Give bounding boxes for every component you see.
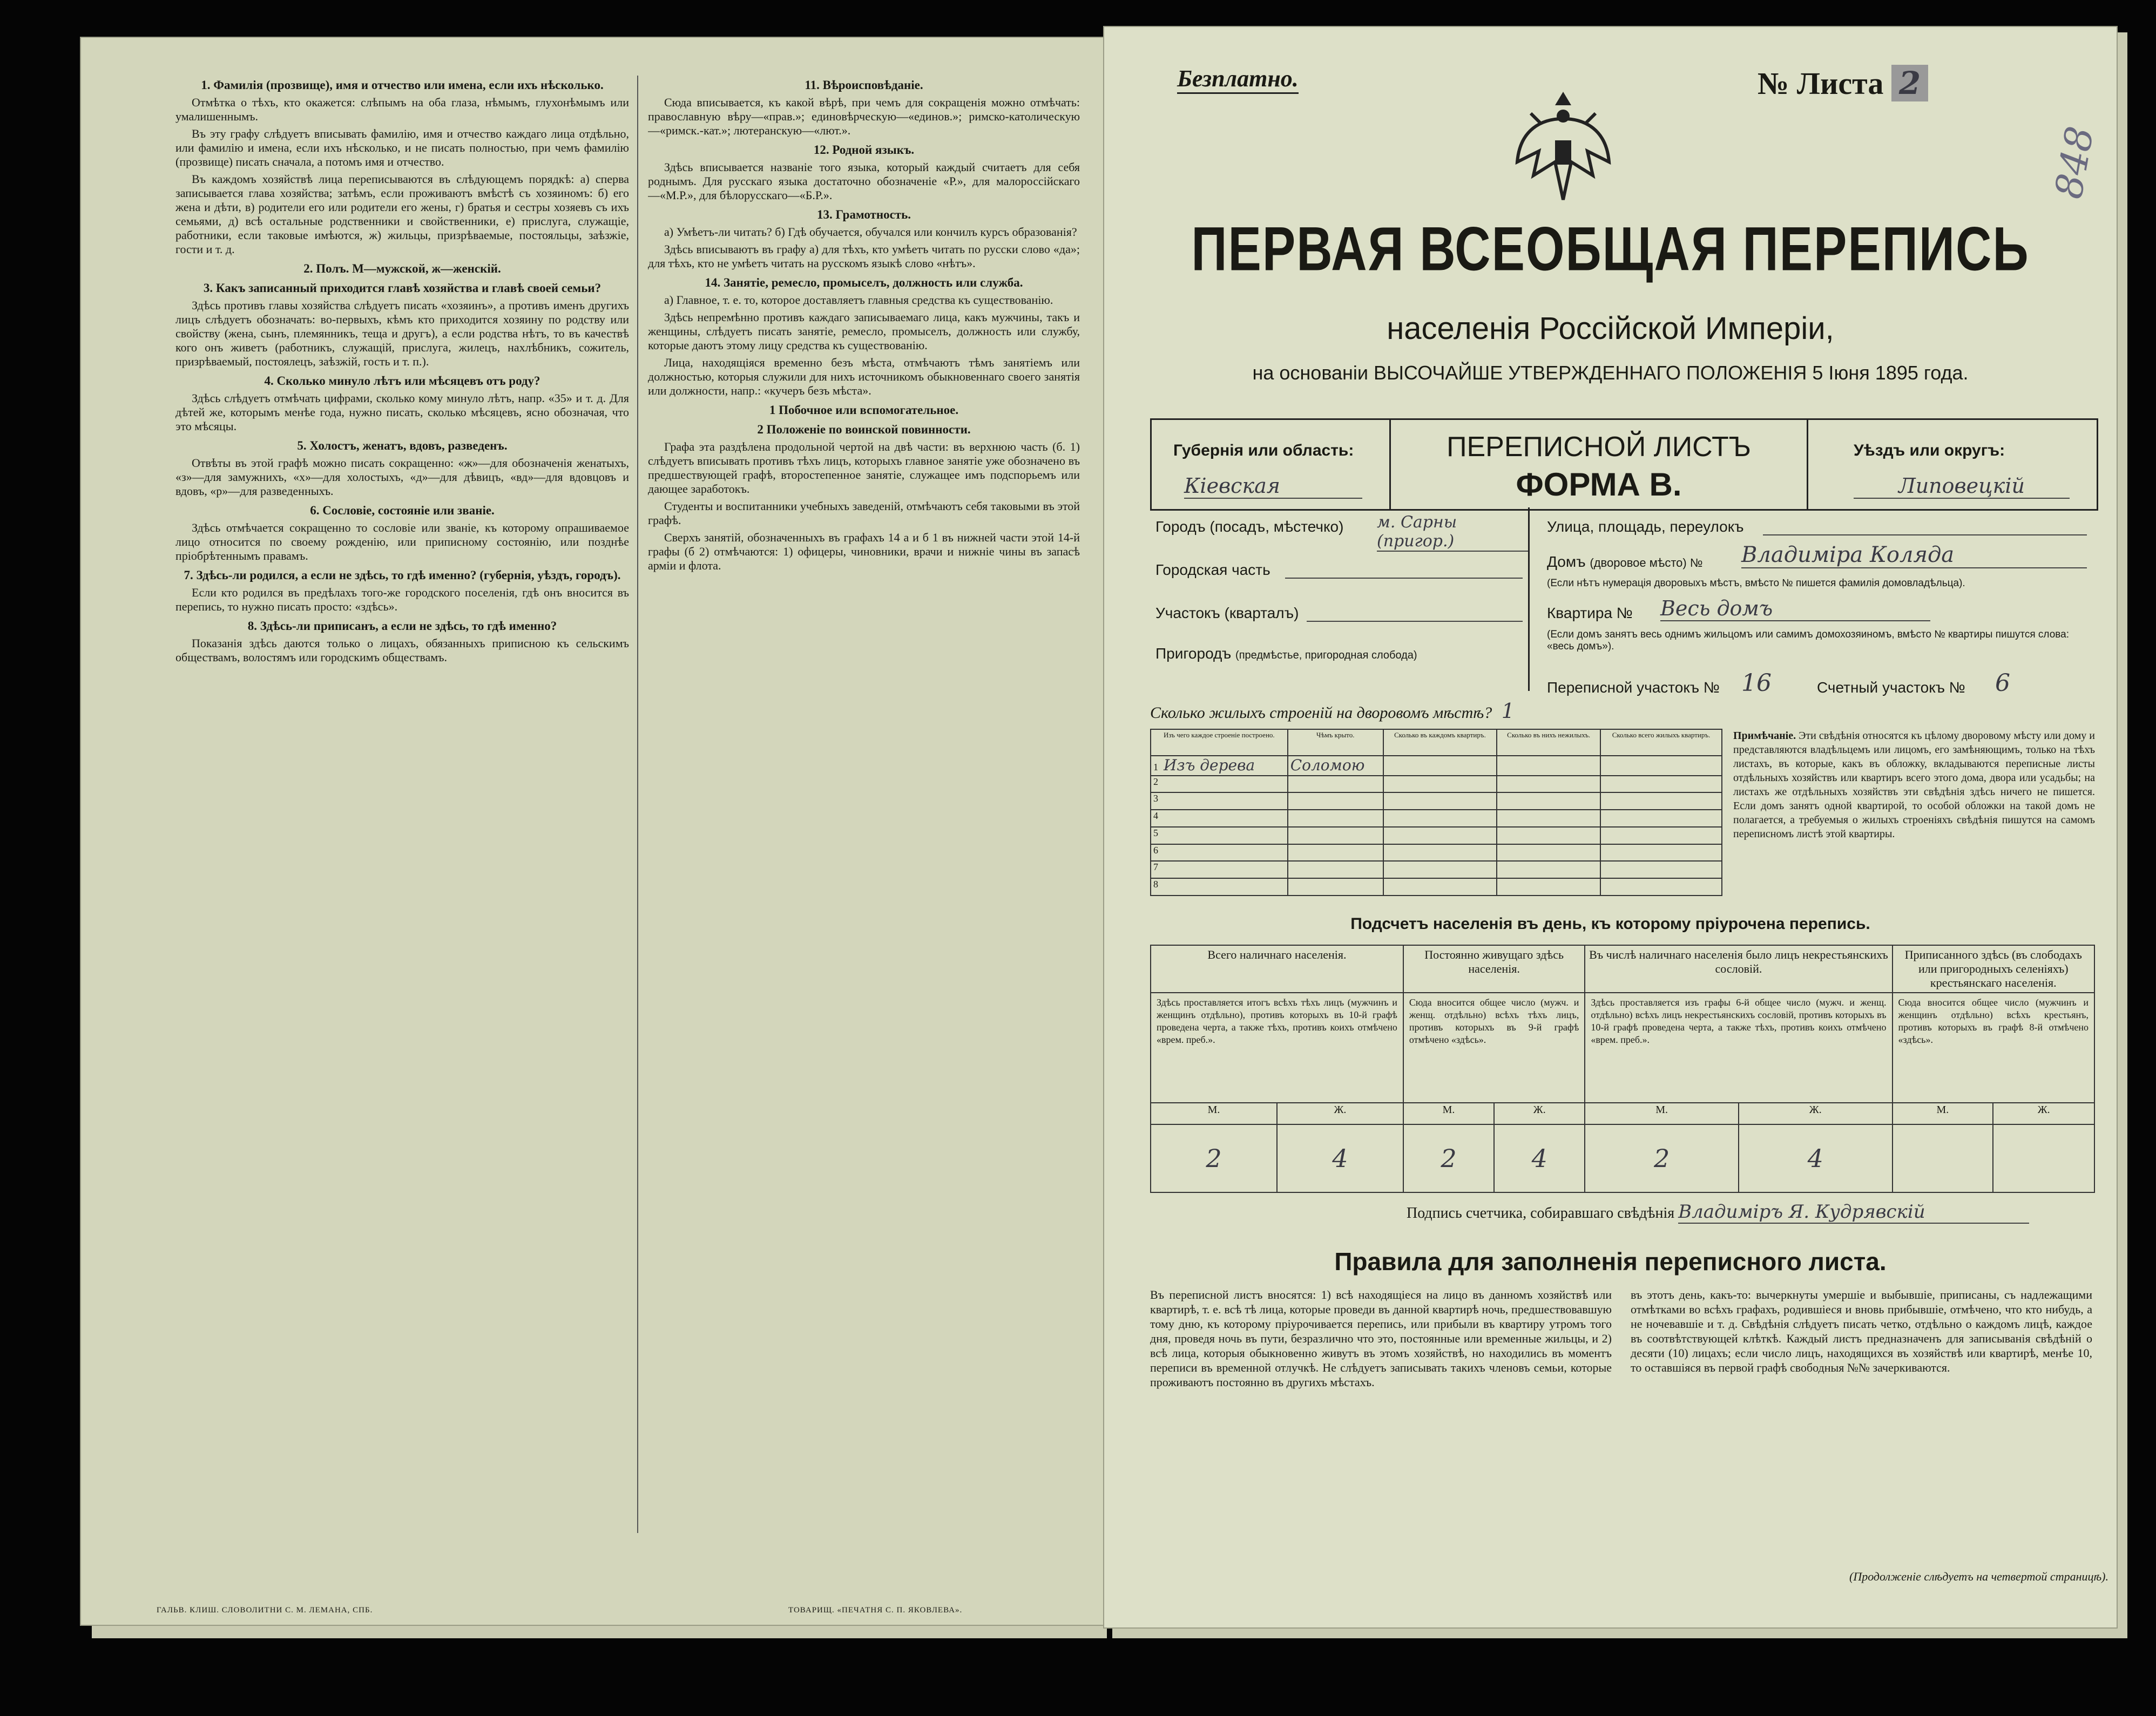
schet-label: Счетный участокъ №	[1817, 679, 1965, 696]
section-heading: 6. Сословіе, состояніе или званіе.	[310, 504, 495, 517]
buildings-cell	[1497, 827, 1600, 844]
dom-text: Домъ	[1547, 553, 1586, 570]
buildings-header-cell: Сколько въ каждомъ квартиръ.	[1383, 729, 1497, 756]
row-number: 3	[1153, 793, 1158, 804]
row-number: 1	[1153, 761, 1158, 772]
sheet-number-label	[1758, 65, 1928, 101]
buildings-cell	[1383, 861, 1497, 878]
sheet-label: № Листа	[1758, 66, 1884, 101]
buildings-cell	[1497, 878, 1600, 896]
sex-header-cell: Ж.	[1739, 1103, 1893, 1124]
uchastok-line	[1307, 621, 1523, 622]
section-paragraph: Здѣсь непремѣнно противъ каждаго записываемаго лица, какъ мужчины, такъ и женщины, слѣдуетъ писать занятіе, ремесло, промыселъ, должность или службу, которые даютъ этому лицу средства къ существованію.	[648, 310, 1080, 352]
count-value-cell: 4	[1494, 1124, 1585, 1192]
section-paragraph: Сюда вписывается, къ какой вѣрѣ, при чемъ для сокращенія можно отмѣчать: православную вѣру—«прав.»; единовѣрческую—«единов.»; римско-католическую—«римск.-кат.»; лютеранскую—«лют.».	[648, 96, 1080, 137]
section-paragraph: Въ эту графу слѣдуетъ вписывать фамилію, имя и отчество каждаго лица отдѣльно, или фамилію и имена, если ихъ нѣсколько, и не писать полностью, при чемъ фамилію (прозвище) писать сначала, а потомъ имя и отчество.	[175, 127, 629, 168]
sex-header-cell: М.	[1403, 1103, 1494, 1124]
gubernia-label: Губернія или область:	[1173, 442, 1354, 459]
census-title: ПЕРВАЯ ВСЕОБЩАЯ ПЕРЕПИСЬ	[1191, 215, 2030, 284]
buildings-header-cell: Чѣмъ крыто.	[1288, 729, 1383, 756]
count-description-cell: Здѣсь проставляется изъ графы 6-й общее число (мужч. и женщ. отдѣльно) всѣхъ лицъ некрестьянскихъ сословій, противъ которыхъ въ 10-й графѣ проведена черта, а также тѣхъ, противъ коихъ отмѣчено «врем. преб.».	[1585, 993, 1892, 1103]
section-paragraph: а) Главное, т. е. то, которое доставляетъ главныя средства къ существованію.	[664, 293, 1053, 307]
sex-header-cell: М.	[1893, 1103, 1993, 1124]
buildings-note	[1733, 729, 2095, 841]
buildings-header-cell: Изъ чего каждое строеніе построено.	[1151, 729, 1288, 756]
section-heading: 14. Занятіе, ремесло, промыселъ, должность или служба.	[705, 276, 1023, 289]
section-paragraph: Здѣсь противъ главы хозяйства слѣдуетъ писать «хозяинъ», а противъ именъ другихъ лицъ слѣдуетъ обозначать: во-первыхъ, кѣмъ кто приходится хозяину по родству или свойству (жена, сынъ, племянникъ, теща и другъ), а если родства нѣтъ, то въ качествѣ кого онъ живетъ (работникъ, служащій, прислуга, жилецъ, нахлѣбникъ, сожитель, призрѣваемый, постоялецъ, заѣзжій, гость и т. п.).	[175, 299, 629, 368]
prigorod-label	[1155, 645, 1417, 662]
buildings-cell	[1288, 878, 1383, 896]
row-number: 8	[1153, 879, 1158, 890]
count-value-cell: 2	[1151, 1124, 1277, 1192]
section-heading: 1 Побочное или вспомогательное.	[769, 403, 959, 417]
count-value-cell: 2	[1585, 1124, 1739, 1192]
buildings-material-cell	[1151, 810, 1288, 827]
count-value-cell: 4	[1739, 1124, 1893, 1192]
section-heading: 13. Грамотность.	[816, 208, 911, 221]
count-header-cell: Въ числѣ наличнаго населенія было лицъ некрестьянскихъ сословій.	[1585, 945, 1892, 993]
buildings-cell	[1288, 756, 1383, 776]
section-heading: 4. Сколько минуло лѣтъ или мѣсяцевъ отъ роду?	[264, 374, 540, 388]
buildings-material-cell	[1151, 861, 1288, 878]
section-paragraph: а) Умѣетъ-ли читать? б) Гдѣ обучается, обучался или кончилъ курсъ образованія?	[664, 225, 1077, 239]
buildings-header-cell: Сколько всего жилыхъ квартиръ.	[1600, 729, 1722, 756]
address-right	[1536, 507, 2098, 723]
free-label: Безплатно.	[1177, 65, 1299, 94]
instructions-column-1	[175, 73, 629, 1530]
section-paragraph: Лица, находящіяся временно безъ мѣста, отмѣчаютъ тѣмъ занятіемъ или должностью, которыя служили для нихъ источникомъ обыкновеннаго своего занятія или должности, напр.: «кучеръ безъ мѣста».	[648, 356, 1080, 397]
vertical-rule	[637, 76, 638, 1533]
sex-header-cell: Ж.	[1277, 1103, 1403, 1124]
section-heading: 3. Какъ записанный приходится главѣ хозяйства и главѣ своей семьи?	[203, 281, 601, 295]
row-number: 4	[1153, 810, 1158, 822]
section-paragraph: Сверхъ занятій, обозначенныхъ въ графахъ 14 а и б 1 въ нижней части этой 14-й графы (б 2) отмѣчаются: 1) офицеры, чиновники, врачи и нижніе чины въ запасѣ арміи и флота.	[648, 531, 1080, 572]
buildings-cell	[1600, 792, 1722, 810]
form-label: ФОРМА В.	[1516, 466, 1682, 503]
buildings-header-cell: Сколько въ нихъ нежилыхъ.	[1497, 729, 1600, 756]
count-description-cell: Сюда вносится общее число (мужч. и женщ. отдѣльно) всѣхъ тѣхъ лицъ, противъ которыхъ въ 9-й графѣ отмѣчено «здѣсь».	[1403, 993, 1585, 1103]
count-table	[1150, 945, 2095, 1193]
buildings-cell	[1383, 756, 1497, 776]
list-title-box	[1389, 420, 1808, 509]
kv-label: Квартира №	[1547, 605, 1633, 621]
prigorod-note: (предмѣстье, пригородная слобода)	[1235, 649, 1417, 661]
schet-value: 6	[1995, 669, 2010, 697]
buildings-material-cell	[1151, 844, 1288, 862]
note-text: Эти свѣдѣнія относятся къ цѣлому дворовому мѣсту или дому и представляются владѣльцемъ или лицомъ, его замѣняющимъ, только на тѣхъ листахъ, въ которые, какъ въ обложку, вкладываются переписные листы отдѣльныхъ хозяйствъ или квартиръ всего этого дома, двора или усадьбы; на листахъ же отдѣльныхъ хозяйствъ эти свѣдѣнія здѣсь ничего не пишется. Если домъ занятъ одной квартирой, то особой обложки на такой домъ не полагается, а требуемыя о жилыхъ строеніяхъ свѣдѣнія пишутся на самомъ переписномъ листѣ этой квартиры.	[1733, 730, 2095, 840]
ulitsa-line	[1763, 534, 2087, 535]
count-description-cell: Здѣсь проставляется итогъ всѣхъ тѣхъ лицъ (мужчинъ и женщинъ отдѣльно), противъ которыхъ въ 10-й графѣ проведена черта, а также тѣхъ, противъ коихъ отмѣчено «врем. преб.».	[1151, 993, 1403, 1103]
note-title: Примѣчаніе.	[1733, 730, 1796, 742]
section-paragraph: Здѣсь слѣдуетъ отмѣчать цифрами, сколько кому минуло лѣтъ, напр. «35» и т. д. Для дѣтей же, которымъ менѣе года, нужно писать, сколько мѣсяцевъ, ясно обозначая, что это мѣсяцы.	[175, 391, 629, 433]
dom-label	[1547, 553, 1702, 571]
sex-header-cell: Ж.	[1494, 1103, 1585, 1124]
buildings-cell	[1383, 827, 1497, 844]
count-value-cell	[1993, 1124, 2094, 1192]
left-page	[81, 38, 1104, 1625]
section-heading: 11. Вѣроисповѣданіе.	[805, 78, 923, 92]
list-title: ПЕРЕПИСНОЙ ЛИСТЪ	[1447, 431, 1751, 463]
signature-value: Владиміръ Я. Кудрявскій	[1678, 1201, 2029, 1224]
buildings-material-cell	[1151, 756, 1288, 776]
perepis-label: Переписной участокъ №	[1547, 679, 1720, 696]
count-header-cell: Постоянно живущаго здѣсь населенія.	[1403, 945, 1585, 993]
signature-row	[1407, 1201, 2029, 1224]
section-paragraph: Показанія здѣсь даются только о лицахъ, обязанныхъ приписною къ сельскимъ обществамъ, волостямъ или городскимъ обществамъ.	[175, 636, 629, 664]
row-number: 2	[1153, 776, 1158, 787]
region-box	[1150, 418, 2098, 511]
buildings-cell	[1288, 792, 1383, 810]
address-left	[1150, 507, 1530, 691]
section-paragraph: Здѣсь вписывается названіе того языка, который каждый считаетъ для себя роднымъ. Для русскаго языка достаточно обозначеніе «Р.», для малороссійскаго—«М.Р.», для бѣлорусскаго—«Б.Р.».	[648, 160, 1080, 202]
signature-label: Подпись счетчика, собиравшаго свѣдѣнія	[1407, 1205, 1675, 1222]
section-paragraph: Если кто родился въ предѣлахъ того-же городского поселенія, гдѣ онъ вносится въ перепись, то нужно писать просто: «здѣсь».	[175, 586, 629, 613]
gubernia-value: Кіевская	[1184, 474, 1362, 499]
buildings-material-cell	[1151, 776, 1288, 793]
dom-sub: (Если нѣтъ нумерація дворовыхъ мѣстъ, вмѣсто № пишется фамилія домовладѣльца).	[1547, 578, 1965, 589]
buildings-table	[1150, 729, 1722, 896]
uchastok-label: Участокъ (кварталъ)	[1155, 605, 1299, 621]
section-heading: 5. Холостъ, женатъ, вдовъ, разведенъ.	[297, 439, 508, 452]
rules-continued: (Продолженіе слѣдуетъ на четвертой страницѣ).	[1849, 1570, 2108, 1583]
buildings-cell	[1497, 810, 1600, 827]
count-value-cell	[1893, 1124, 1993, 1192]
sex-header-cell: М.	[1585, 1103, 1739, 1124]
row-number: 6	[1153, 844, 1158, 856]
rules-title: Правила для заполненія переписного листа.	[1334, 1247, 1887, 1276]
buildings-cell	[1497, 792, 1600, 810]
instructions-column-2	[648, 73, 1080, 1530]
section-heading: 7. Здѣсь-ли родился, а если не здѣсь, то гдѣ именно? (губернія, уѣздъ, городъ).	[184, 568, 621, 582]
section-heading: 1. Фамилія (прозвище), имя и отчество или имена, если ихъ нѣсколько.	[201, 78, 604, 92]
buildings-cell	[1600, 756, 1722, 776]
rules-col-2: въ этотъ день, какъ-то: вычеркнуты умершіе и выбывшіе, приписаны, съ надлежащими отмѣтками во всѣхъ графахъ, родившіеся и вновь прибывшіе, отмѣчено, что кто нибудь, а не ночевавшіе и т. д. Свѣдѣнія слѣдуетъ писать четко, отдѣльно о каждомъ лицѣ, каждое въ соотвѣтствующей клѣткѣ. Каждый листъ предназначенъ для записыванія свѣдѣній о десяти (10) лицахъ; если число лицъ, находящихся въ хозяйствѣ или квартирѣ, менѣе 10, то оставшіяся въ первой графѣ свободныя №№ зачеркиваются.	[1631, 1288, 2092, 1374]
chast-line	[1285, 578, 1523, 579]
buildings-cell	[1600, 827, 1722, 844]
buildings-cell	[1383, 878, 1497, 896]
buildings-cell	[1288, 861, 1383, 878]
buildings-question-text: Сколько жилыхъ строеній на дворовомъ мѣстѣ?	[1150, 704, 1492, 722]
count-grid	[1150, 945, 2095, 1193]
row-number: 5	[1153, 827, 1158, 838]
gorod-label: Городъ (посадъ, мѣстечко)	[1155, 518, 1344, 535]
buildings-cell	[1288, 844, 1383, 862]
buildings-cell	[1288, 827, 1383, 844]
kv-sub: (Если домъ занятъ весь однимъ жильцомъ или самимъ домохозяиномъ, вмѣсто № квартиры пишутся слова: «весь домъ»).	[1547, 629, 2070, 652]
sex-header-cell: Ж.	[1993, 1103, 2094, 1124]
buildings-cell	[1497, 756, 1600, 776]
buildings-grid	[1150, 729, 1722, 896]
perepis-value: 16	[1741, 669, 1772, 697]
buildings-cell	[1383, 776, 1497, 793]
buildings-cell	[1600, 878, 1722, 896]
buildings-cell	[1288, 810, 1383, 827]
sex-header-cell: М.	[1151, 1103, 1277, 1124]
count-description-cell: Сюда вносится общее число (мужчинъ и женщинъ отдѣльно) всѣхъ крестьянъ, противъ которыхъ въ графѣ 8-й отмѣчено «здѣсь».	[1893, 993, 2094, 1103]
section-heading: 12. Родной языкъ.	[813, 143, 915, 157]
buildings-cell	[1497, 861, 1600, 878]
section-paragraph: Студенты и воспитанники учебныхъ заведеній, отмѣчаютъ себя таковыми въ этой графѣ.	[648, 499, 1080, 527]
buildings-cell	[1497, 844, 1600, 862]
buildings-cell	[1600, 810, 1722, 827]
section-paragraph: Въ каждомъ хозяйствѣ лица переписываются въ слѣдующемъ порядкѣ: а) сперва записывается глава хозяйства; затѣмъ, если проживаютъ вмѣстѣ съ хозяиномъ: б) его жена и дѣти, в) родители его или родители его жены, г) братья и сестры хозяевъ съ ихъ семьями, д) всѣ остальные родственники и свойственники, е) прислуга, служащіе, работники, если таковые имѣются, ж) жильцы, призрѣваемые, постояльцы, заѣзжіе, гости и т. д.	[175, 172, 629, 256]
row-number: 7	[1153, 862, 1158, 873]
count-title: Подсчетъ населенія въ день, къ которому пріурочена перепись.	[1350, 915, 1870, 933]
gorod-value: м. Сарны (пригор.)	[1377, 513, 1528, 552]
count-header-cell: Всего наличнаго населенія.	[1151, 945, 1403, 993]
count-header-cell: Приписанного здѣсь (въ слободахъ или пригородныхъ селеніяхъ) крестьянскаго населенія.	[1893, 945, 2094, 993]
buildings-question	[1150, 699, 1515, 723]
stamp-number: 848	[2046, 123, 2103, 202]
census-form-page	[1104, 27, 2117, 1627]
print-footer-left: ГАЛЬВ. КЛИШ. СЛОВОЛИТНИ С. М. ЛЕМАНА, СПБ.	[157, 1606, 373, 1615]
sheet-number: 2	[1891, 65, 1928, 101]
rules-col-1: Въ переписной листъ вносятся: 1) всѣ находящіеся на лицо въ данномъ хозяйствѣ или квартирѣ, т. е. всѣ тѣ лица, которые проведи въ данной квартирѣ ночь, предшествовавшую тому дню, къ которому пріурочивается перепись, или прибыли въ квартиру утромъ того дня, проведя ночь въ пути, безразлично что это, постоянные или временные жильцы, и 2) всѣ лица, которыя обыкновенно живутъ въ этомъ хозяйствѣ, но находились въ моментъ переписи въ временной отлучкѣ. Не слѣдуетъ записывать такихъ членовъ семьи, которые проживаютъ постоянно въ другихъ мѣстахъ.	[1150, 1288, 1612, 1389]
section-paragraph: Отвѣты въ этой графѣ можно писать сокращенно: «ж»—для обозначенія женатыхъ, «з»—для замужнихъ, «х»—для холостыхъ, «д»—для дѣвицъ, «вд»—для вдовцовъ и вдовъ, «р»—для разведенныхъ.	[175, 456, 629, 498]
buildings-cell	[1288, 776, 1383, 793]
legal-basis: на основаніи ВЫСОЧАЙШЕ УТВЕРЖДЕННАГО ПОЛОЖЕНІЯ 5 Іюня 1895 года.	[1252, 362, 1969, 384]
section-paragraph: Здѣсь вписываютъ въ графу а) для тѣхъ, кто умѣетъ читать по русски слово «да»; для тѣхъ, кто не умѣетъ читать на русскомъ языкѣ слово «нѣтъ».	[648, 242, 1080, 270]
buildings-cell	[1600, 861, 1722, 878]
section-heading: 2 Положеніе по воинской повинности.	[757, 423, 971, 436]
building-material: Изъ дерева	[1164, 756, 1255, 774]
uezd-value: Липовецкій	[1854, 474, 2070, 499]
count-value-cell: 2	[1403, 1124, 1494, 1192]
buildings-cell	[1600, 776, 1722, 793]
buildings-cell	[1383, 844, 1497, 862]
buildings-material-cell	[1151, 878, 1288, 896]
building-roof: Соломою	[1290, 756, 1365, 774]
buildings-cell	[1600, 844, 1722, 862]
imperial-eagle-emblem	[1509, 81, 1617, 211]
section-paragraph: Графа эта раздѣлена продольной чертой на двѣ части: въ верхнюю часть (б. 1) слѣдуетъ вписывать противъ тѣхъ лицъ, которыхъ главное занятіе уже обозначено въ предшествующей графѣ, второстепенное занятіе, служащее имъ подспорьемъ или дающее заработокъ.	[648, 440, 1080, 496]
buildings-count: 1	[1501, 699, 1515, 723]
kv-value: Весь домъ	[1660, 596, 1930, 621]
uezd-label: Уѣздъ или округъ:	[1854, 442, 2005, 459]
dom-note: (дворовое мѣсто) №	[1590, 556, 1703, 569]
section-paragraph: Отмѣтка о тѣхъ, кто окажется: слѣпымъ на оба глаза, нѣмымъ, глухонѣмымъ или умалишеннымъ.	[175, 96, 629, 123]
dom-value: Владиміра Коляда	[1741, 542, 2087, 568]
ulitsa-label: Улица, площадь, переулокъ	[1547, 518, 1744, 535]
count-value-cell: 4	[1277, 1124, 1403, 1192]
buildings-cell	[1383, 792, 1497, 810]
buildings-cell	[1383, 810, 1497, 827]
print-footer-right: ТОВАРИЩ. «ПЕЧАТНЯ С. П. ЯКОВЛЕВА».	[788, 1606, 963, 1615]
buildings-cell	[1497, 776, 1600, 793]
section-heading: 8. Здѣсь-ли приписанъ, а если не здѣсь, то гдѣ именно?	[247, 619, 557, 633]
prigorod-text: Пригородъ	[1155, 645, 1232, 662]
census-subtitle: населенія Россійской Имперіи,	[1387, 311, 1834, 346]
section-heading: 2. Полъ. М—мужской, ж—женскій.	[303, 262, 501, 275]
buildings-material-cell	[1151, 827, 1288, 844]
chast-label: Городская часть	[1155, 561, 1270, 578]
section-paragraph: Здѣсь отмѣчается сокращенно то сословіе или званіе, къ которому опрашиваемое лицо относится по своему рожденію, или приписному состоянію, или позднѣе пріобрѣтеннымъ правамъ.	[175, 521, 629, 562]
buildings-material-cell	[1151, 792, 1288, 810]
